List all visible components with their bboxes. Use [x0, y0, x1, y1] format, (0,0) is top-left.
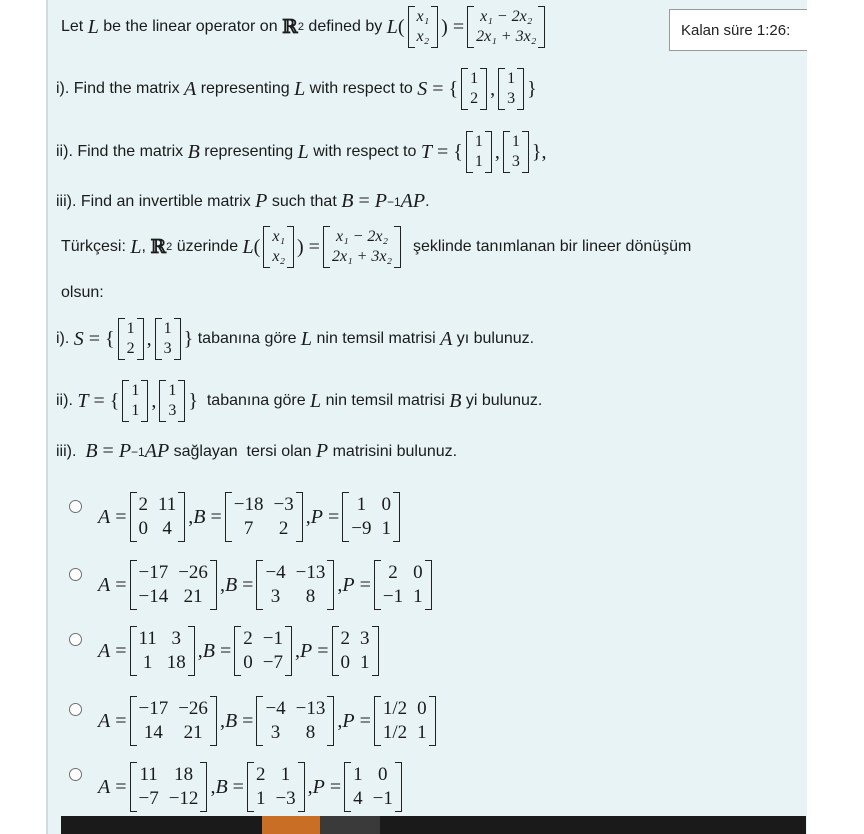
- option-1-radio[interactable]: [69, 500, 82, 513]
- turkish-part-ii: ii). T = { 1 1 , 1 3 } tabanına göre L nin temsil matrisi B yi bulunuz.: [56, 380, 542, 422]
- question-part-iii: iii). Find an invertible matrix P such that B = P −1 AP .: [56, 190, 430, 212]
- option-2-radio[interactable]: [69, 568, 82, 581]
- option-3-radio[interactable]: [69, 633, 82, 646]
- question-part-i: i). Find the matrix A representing L with respect to S = { 1 2 , 1 3 }: [56, 68, 537, 110]
- turkish-intro: Türkçesi: L , ℝ 2 üzerinde L ( x₁ x₂ ) = x₁ − 2x₂ 2x₁ + 3x₂ şeklinde tanımlanan bir lineer dönüşüm: [61, 226, 691, 268]
- timer-label: Kalan süre 1:26:: [681, 22, 791, 39]
- option-5-radio[interactable]: [69, 768, 82, 781]
- turkish-olsun: olsun:: [61, 284, 104, 301]
- turkish-part-iii: iii). B = P −1 AP sağlayan tersi olan P matrisini bulunuz.: [56, 440, 458, 462]
- bottom-bar: [61, 816, 806, 834]
- option-4-radio[interactable]: [69, 703, 82, 716]
- panel-edge: [46, 0, 48, 834]
- option-5[interactable]: A = 11 18 −7 −12 , B = 2 1 1 −3 , P = 1 0 4 −1: [98, 762, 405, 812]
- bottom-bar-orange-segment: [262, 816, 320, 834]
- option-2[interactable]: A = −17 −26 −14 21 , B = −4 −13 3 8 , P = 2 0 −1 1: [98, 560, 435, 610]
- timer-box: [669, 9, 807, 51]
- question-intro: Let L be the linear operator on ℝ 2 defined by L ( x₁ x₂ ) = x₁ − 2x₂ 2x₁ + 3x₂: [61, 6, 548, 48]
- question-part-ii: ii). Find the matrix B representing L with respect to T = { 1 1 , 1 3 },: [56, 131, 546, 173]
- option-4[interactable]: A = −17 −26 14 21 , B = −4 −13 3 8 , P = 1/2 0 1/2 1: [98, 696, 439, 746]
- bottom-bar-gray-segment: [320, 816, 380, 834]
- turkish-part-i: i). S = { 1 2 , 1 3 } tabanına göre L nin temsil matrisi A yı bulunuz.: [56, 318, 534, 360]
- option-1[interactable]: A = 2 11 0 4 , B = −18 −3 7 2 , P = 1 0 −9 1: [98, 492, 403, 542]
- option-3[interactable]: A = 11 3 1 18 , B = 2 −1 0 −7 , P = 2 3 0 1: [98, 626, 382, 676]
